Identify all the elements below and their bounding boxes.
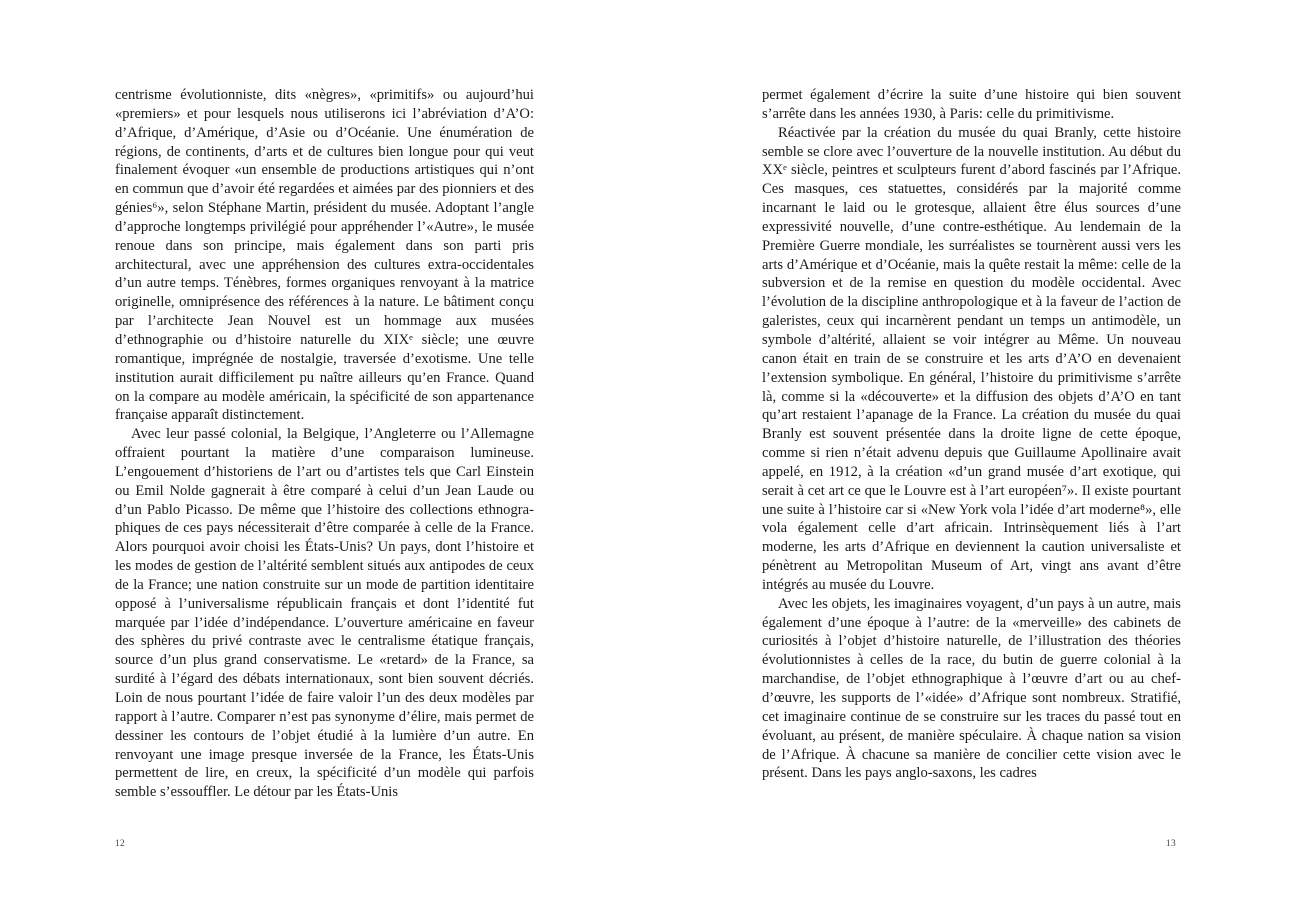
left-page-body bbox=[115, 86, 534, 802]
paragraph: Réactivée par la création du musée du quai Branly, cette histoire semble se clore avec l’ouverture de la nouvelle institution. Au début du XXᵉ siècle, peintres et sculpteurs furent d’abord fascinés par l’Afrique. Ces masques, ces statuettes, considérés par la majorité comme incarnant le laid ou le grotesque, allaient être élus sources d’une expressivité nouvelle, d’une contre-esthétique. Au lendemain de la Première Guerre mondiale, les surréalistes se tournèrent aussi vers les arts d’Amérique et d’Océanie, mais la quête restait la même: celle de la subversion et de la remise en question du modèle occidental. Avec l’évolution de la discipline anthropologique et à la faveur de l’action de galeristes, ceux qui incarnèrent pendant un temps un antimodèle, un symbole d’altérité, allaient se voir intégrer au Même. Un nouveau canon était en train de se construire et les arts d’A’O en devenaient l’extension symbolique. En général, l’histoire du primitivisme s’arrête là, comme si la «découverte» et la diffusion des objets d’A’O en tant qu’art restaient l’apanage de la France. La création du musée du quai Branly est souvent présentée dans la droite ligne de cette époque, comme si rien n’était advenu depuis que Guillaume Apollinaire avait appelé, en 1912, à la création «d’un grand musée d’art exotique, qui serait à cet art ce que le Louvre est à l’art européen⁷». Il existe pourtant une suite à l’histoire car si «New York vola l’idée d’art moderne⁸», elle vola également celle d’art africain. Intrinsèquement liés à l’art moderne, les arts d’Afrique en deviennent la caution universaliste et pénètrent au Metropolitan Museum of Art, vingt ans avant d’être intégrés au musée du Louvre. bbox=[762, 124, 1181, 593]
paragraph: Avec les objets, les imaginaires voyagent, d’un pays à un autre, mais également d’une époque à l’autre: de la «merveille» des cabinets de curiosités à l’objet d’histoire naturelle, de l’illustration des théories évolutionnistes à celles de la race, du butin de guerre colonial à la marchandise, de l’objet ethnographique à l’œuvre d’art ou au chef-d’œuvre, les supports de l’«idée» d’Afrique sont nombreux. Stratifié, cet imaginaire continue de se construire sur les traces du passé tout en évoluant, au présent, de manière spéculaire. À chaque nation sa vision de l’Afrique. À chacune sa manière de concilier cette vision avec le présent. Dans les pays anglo-saxons, les cadres bbox=[762, 595, 1181, 782]
paragraph: centrisme évolutionniste, dits «nègres», «primitifs» ou aujourd’hui «premiers» et pour lesquels nous utiliserons ici l’abréviation d’A’O: d’Afrique, d’Amérique, d’Asie ou d’Océanie. Une énumération de régions, de continents, d’arts et de cultures bien longue pour qui veut finalement évoquer «un ensemble de productions artistiques qui n’ont en commun que d’avoir été regardées et aimées par des pionniers et des génies⁶», selon Stéphane Martin, président du musée. Adoptant l’angle d’approche longtemps privilégié pour appréhender l’«Autre», le musée renoue dans son principe, mais également dans son parti pris architectural, avec une appréhension des cultures extra-occidentales d’un autre temps. Ténèbres, formes organiques renvoyant à la matrice originelle, omniprésence des références à la nature. Le bâtiment conçu par l’architecte Jean Nouvel est un hommage aux musées d’ethnographie ou d’histoire naturelle du XIXᵉ siècle; une œuvre romantique, imprégnée de nostalgie, traversée d’exotisme. Une telle institution aurait difficilement pu naître ailleurs qu’en France. Quand on la compare au modèle américain, la spécificité de son appartenance française apparaît distinctement. bbox=[115, 87, 534, 424]
page-number: 13 bbox=[1165, 839, 1176, 849]
right-page-body bbox=[762, 86, 1181, 783]
paragraph: Avec leur passé colonial, la Belgique, l’Angleterre ou l’Allemagne offraient pourtant la matière d’une comparaison lumineuse. L’engouement d’historiens de l’art ou d’artistes tels que Carl Einstein ou Emil Nolde gagnerait à être comparé à celui d’un Jean Laude ou d’un Pablo Picasso. De même que l’histoire des collections ethnographiques de ces pays nécessiterait d’être comparée à celle de la France. Alors pourquoi avoir choisi les États-Unis? Un pays, dont l’histoire et les modes de gestion de l’altérité semblent situés aux antipodes de ceux de la France; une nation construite sur un mode de partition identitaire opposé à l’universalisme républicain français et dont l’identité fut marquée par l’idée d’indépendance. L’ouverture américaine en faveur des sphères du privé contraste avec le centralisme étatique français, source d’un plus grand conservatisme. Le «retard» de la France, sa surdité à l’égard des débats internationaux, sont bien souvent décriés. Loin de nous pourtant l’idée de faire valoir l’un des deux modèles par rapport à l’autre. Comparer n’est pas synonyme d’élire, mais permet de dessiner les contours de l’objet étudié à la lumière d’un autre. En renvoyant une image presque inversée de la France, les États-Unis permettent de lire, en creux, la spécificité d’un modèle qui parfois semble s’essouffler. Le détour par les États-Unis bbox=[115, 426, 534, 801]
page-number: 12 bbox=[115, 839, 126, 849]
paragraph: permet également d’écrire la suite d’une histoire qui bien souvent s’arrête dans les années 1930, à Paris: celle du primitivisme. bbox=[762, 87, 1181, 122]
right-page bbox=[762, 0, 1181, 913]
left-page bbox=[115, 0, 534, 913]
